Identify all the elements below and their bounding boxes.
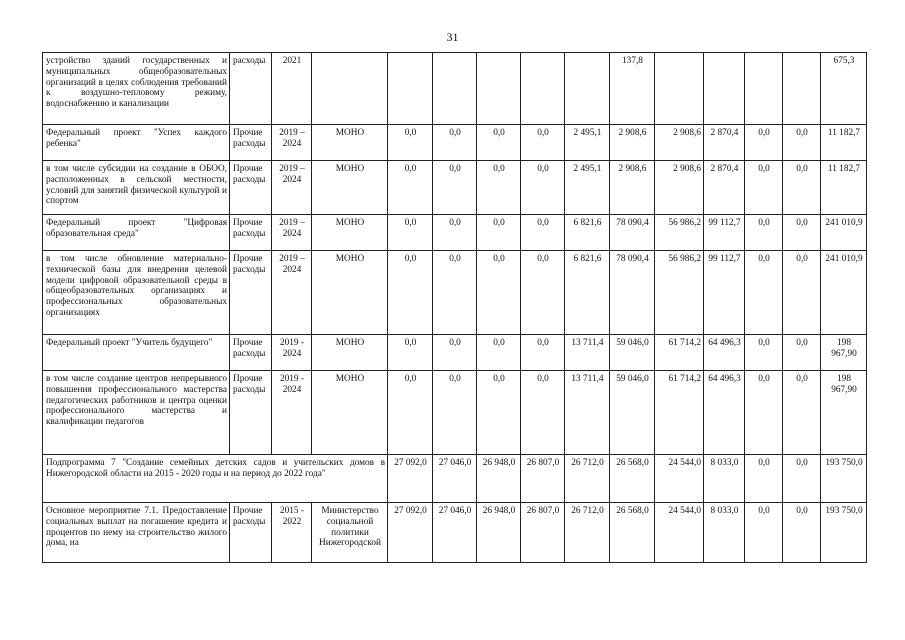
- subprogram-value: 0,0: [745, 455, 783, 503]
- row-value: [783, 53, 821, 125]
- row-value: 0,0: [521, 251, 565, 335]
- row-value: 675,3: [821, 53, 867, 125]
- subprogram-value: 26 712,0: [565, 455, 610, 503]
- row-value: 0,0: [521, 215, 565, 251]
- row-expense-type: Прочие расходы: [230, 371, 272, 455]
- row-value: 0,0: [783, 161, 821, 215]
- row-value: 0,0: [783, 335, 821, 371]
- row-value: 0,0: [433, 335, 477, 371]
- row-value: 11 182,7: [821, 125, 867, 161]
- row-value: 0,0: [745, 125, 783, 161]
- row-description: Основное мероприятие 7.1. Предоставление социальных выплат на погашение кредита и процентов по нему на строительство жилого дома, на: [43, 503, 230, 563]
- subprogram-title: Подпрограмма 7 "Создание семейных детских садов и учительских домов в Нижегородской области на 2015 - 2020 годы и на период до 2022 года": [43, 455, 388, 503]
- row-value: 0,0: [521, 335, 565, 371]
- row-value: 0,0: [783, 503, 821, 563]
- table-row: [43, 161, 867, 215]
- row-value: 0,0: [388, 215, 433, 251]
- row-description: в том числе создание центров непрерывного повышения профессионального мастерства педагогических работников и центра оценки профессионального мастерства и квалификации педагогов: [43, 371, 230, 455]
- table-row: [43, 215, 867, 251]
- subprogram-value: 26 807,0: [521, 455, 565, 503]
- row-value: 137,8: [610, 53, 655, 125]
- row-responsible: МОНО: [312, 215, 388, 251]
- row-period: 2015 - 2022: [272, 503, 312, 563]
- subprogram-value: 0,0: [783, 455, 821, 503]
- page-number: 31: [446, 30, 459, 44]
- row-value: 0,0: [477, 251, 521, 335]
- row-value: 0,0: [745, 335, 783, 371]
- table-row: [43, 335, 867, 371]
- row-value: 0,0: [388, 161, 433, 215]
- table-row: [43, 53, 867, 125]
- row-value: 26 948,0: [477, 503, 521, 563]
- row-expense-type: Прочие расходы: [230, 503, 272, 563]
- row-value: 24 544,0: [655, 503, 704, 563]
- row-value: [521, 53, 565, 125]
- row-expense-type: Прочие расходы: [230, 335, 272, 371]
- row-value: 0,0: [745, 161, 783, 215]
- row-value: [388, 53, 433, 125]
- row-value: 0,0: [521, 371, 565, 455]
- subprogram-value: 24 544,0: [655, 455, 704, 503]
- row-value: 56 986,2: [655, 215, 704, 251]
- row-period: 2019 - 2024: [272, 371, 312, 455]
- subprogram-value: 8 033,0: [704, 455, 745, 503]
- row-description: устройство зданий государственных и муниципальных общеобразовательных организаций в целях соблюдения требований к воздушно-тепловому режиму, водоснабжению и канализации: [43, 53, 230, 125]
- row-value: [565, 53, 610, 125]
- row-expense-type: Прочие расходы: [230, 125, 272, 161]
- row-value: 2 908,6: [655, 125, 704, 161]
- row-period: 2019 - 2024: [272, 335, 312, 371]
- table-row: [43, 503, 867, 563]
- row-value: 193 750,0: [821, 503, 867, 563]
- row-value: 99 112,7: [704, 215, 745, 251]
- table-row: [43, 371, 867, 455]
- row-value: [745, 53, 783, 125]
- row-value: 0,0: [433, 161, 477, 215]
- subprogram-row: [43, 455, 867, 503]
- row-value: 27 046,0: [433, 503, 477, 563]
- row-period: 2019 – 2024: [272, 125, 312, 161]
- row-value: 0,0: [521, 125, 565, 161]
- row-value: 0,0: [477, 125, 521, 161]
- table-body: [43, 53, 867, 563]
- row-value: 6 821,6: [565, 251, 610, 335]
- row-value: 26 807,0: [521, 503, 565, 563]
- row-value: 0,0: [433, 371, 477, 455]
- row-value: [704, 53, 745, 125]
- row-value: 26 568,0: [610, 503, 655, 563]
- subprogram-value: 26 948,0: [477, 455, 521, 503]
- row-value: 0,0: [745, 215, 783, 251]
- row-value: 0,0: [477, 371, 521, 455]
- row-value: 0,0: [477, 161, 521, 215]
- row-responsible: [312, 53, 388, 125]
- row-value: 2 495,1: [565, 161, 610, 215]
- row-expense-type: расходы: [230, 53, 272, 125]
- row-value: 0,0: [783, 215, 821, 251]
- row-value: 78 090,4: [610, 215, 655, 251]
- row-value: 0,0: [477, 335, 521, 371]
- row-value: 0,0: [521, 161, 565, 215]
- row-value: 0,0: [783, 251, 821, 335]
- row-value: 0,0: [433, 215, 477, 251]
- row-value: 56 986,2: [655, 251, 704, 335]
- table-row: [43, 251, 867, 335]
- row-value: 0,0: [477, 215, 521, 251]
- row-value: 59 046,0: [610, 335, 655, 371]
- row-value: 11 182,7: [821, 161, 867, 215]
- row-responsible: МОНО: [312, 251, 388, 335]
- subprogram-value: 193 750,0: [821, 455, 867, 503]
- row-value: 0,0: [388, 335, 433, 371]
- row-value: 198 967,90: [821, 335, 867, 371]
- row-value: 0,0: [388, 251, 433, 335]
- row-value: 0,0: [388, 371, 433, 455]
- row-value: 0,0: [433, 251, 477, 335]
- row-value: 2 908,6: [610, 161, 655, 215]
- row-value: 0,0: [745, 251, 783, 335]
- row-value: 26 712,0: [565, 503, 610, 563]
- row-value: 0,0: [388, 125, 433, 161]
- row-responsible: МОНО: [312, 125, 388, 161]
- row-value: 2 870,4: [704, 161, 745, 215]
- row-responsible: МОНО: [312, 371, 388, 455]
- row-description: в том числе субсидии на создание в ОБОО, расположенных в сельской местности, условий для занятий физической культурой и спортом: [43, 161, 230, 215]
- row-description: Федеральный проект "Успех каждого ребенка": [43, 125, 230, 161]
- row-value: 27 092,0: [388, 503, 433, 563]
- row-value: 0,0: [433, 125, 477, 161]
- row-value: 59 046,0: [610, 371, 655, 455]
- subprogram-value: 26 568,0: [610, 455, 655, 503]
- row-value: 0,0: [783, 371, 821, 455]
- row-value: 64 496,3: [704, 335, 745, 371]
- row-value: 13 711,4: [565, 335, 610, 371]
- row-value: 2 495,1: [565, 125, 610, 161]
- row-expense-type: Прочие расходы: [230, 215, 272, 251]
- row-value: 0,0: [745, 371, 783, 455]
- row-value: [477, 53, 521, 125]
- subprogram-value: 27 046,0: [433, 455, 477, 503]
- row-value: [433, 53, 477, 125]
- row-period: 2019 – 2024: [272, 161, 312, 215]
- row-value: 61 714,2: [655, 371, 704, 455]
- row-value: 61 714,2: [655, 335, 704, 371]
- row-description: в том числе обновление материально-технической базы для внедрения целевой модели цифровой образовательной среды в общеобразовательных организациях и профессиональных образовательных организациях: [43, 251, 230, 335]
- row-value: 2 870,4: [704, 125, 745, 161]
- row-value: 78 090,4: [610, 251, 655, 335]
- row-value: 13 711,4: [565, 371, 610, 455]
- row-value: 241 010,9: [821, 251, 867, 335]
- row-value: [655, 53, 704, 125]
- row-value: 64 496,3: [704, 371, 745, 455]
- table-row: [43, 125, 867, 161]
- row-description: Федеральный проект "Учитель будущего": [43, 335, 230, 371]
- row-expense-type: Прочие расходы: [230, 251, 272, 335]
- row-responsible: МОНО: [312, 335, 388, 371]
- row-value: 2 908,6: [610, 125, 655, 161]
- row-period: 2019 – 2024: [272, 215, 312, 251]
- budget-table: [42, 52, 867, 563]
- row-expense-type: Прочие расходы: [230, 161, 272, 215]
- row-period: 2019 – 2024: [272, 251, 312, 335]
- row-description: Федеральный проект "Цифровая образовательная среда": [43, 215, 230, 251]
- row-value: 99 112,7: [704, 251, 745, 335]
- row-value: 6 821,6: [565, 215, 610, 251]
- row-responsible: Министерство социальной политики Нижегородской: [312, 503, 388, 563]
- row-value: 198 967,90: [821, 371, 867, 455]
- row-value: 241 010,9: [821, 215, 867, 251]
- row-value: 0,0: [745, 503, 783, 563]
- row-value: 0,0: [783, 125, 821, 161]
- subprogram-value: 27 092,0: [388, 455, 433, 503]
- row-value: 8 033,0: [704, 503, 745, 563]
- row-period: 2021: [272, 53, 312, 125]
- row-responsible: МОНО: [312, 161, 388, 215]
- row-value: 2 908,6: [655, 161, 704, 215]
